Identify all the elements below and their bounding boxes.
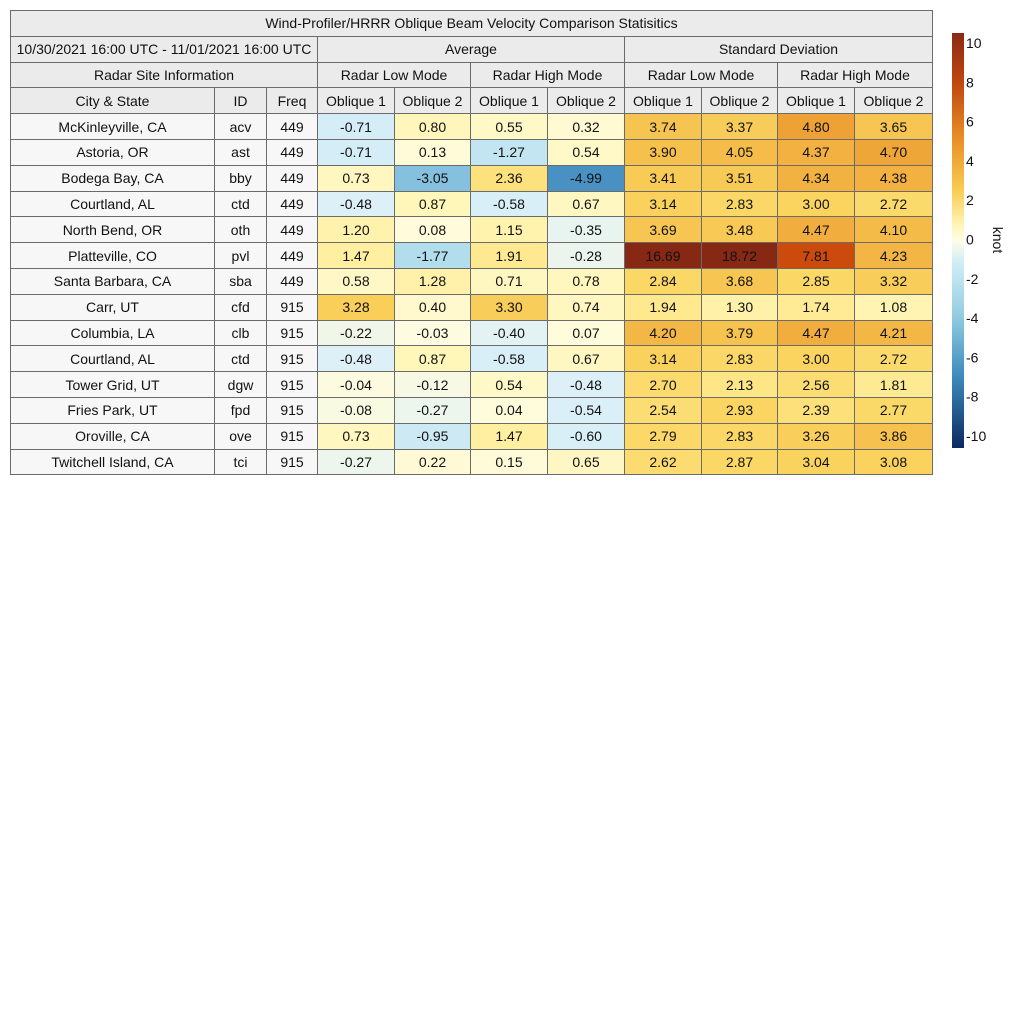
table-row (11, 320, 933, 346)
std-low-oblique1-cell: 2.54 (625, 397, 702, 423)
std-low-oblique1-cell: 2.84 (625, 268, 702, 294)
std-low-oblique1-cell: 4.20 (625, 320, 702, 346)
avg-low-oblique2-cell: 0.80 (395, 114, 471, 140)
avg-high-oblique2-cell: -0.48 (548, 372, 625, 398)
avg-low-oblique2-cell: 0.13 (395, 139, 471, 165)
avg-high-oblique2-cell: 0.78 (548, 268, 625, 294)
avg-high-oblique2-cell: -0.28 (548, 243, 625, 269)
id-cell: bby (215, 165, 267, 191)
avg-high-oblique1-cell: -0.58 (471, 346, 548, 372)
freq-cell: 449 (267, 243, 318, 269)
mode-row (11, 62, 933, 88)
city-state-cell: Courtland, AL (11, 191, 215, 217)
city-state-cell: Santa Barbara, CA (11, 268, 215, 294)
avg-low-oblique2-cell: 0.87 (395, 346, 471, 372)
id-cell: tci (215, 449, 267, 475)
std-low-oblique2-cell: 2.87 (702, 449, 778, 475)
avg-low-oblique1-cell: -0.71 (318, 114, 395, 140)
id-cell: pvl (215, 243, 267, 269)
id-cell: oth (215, 217, 267, 243)
avg-high-oblique2-cell: 0.07 (548, 320, 625, 346)
statistics-table (10, 10, 933, 475)
std-high-oblique1-cell: 3.00 (778, 191, 855, 217)
std-low-oblique1-cell: 2.62 (625, 449, 702, 475)
std-high-oblique2-cell: 4.10 (855, 217, 933, 243)
avg-high-oblique1-cell: -1.27 (471, 139, 548, 165)
avg-high-oblique2-cell: -4.99 (548, 165, 625, 191)
std-high-oblique2-cell: 4.23 (855, 243, 933, 269)
city-state-cell: Platteville, CO (11, 243, 215, 269)
table-row (11, 372, 933, 398)
avg-high-oblique1-cell: 1.15 (471, 217, 548, 243)
std-high-oblique2-cell: 3.65 (855, 114, 933, 140)
std-low-oblique1-cell: 2.79 (625, 423, 702, 449)
std-low-oblique1-cell: 3.69 (625, 217, 702, 243)
std-high-oblique2-cell: 1.81 (855, 372, 933, 398)
std-high-oblique1-cell: 4.80 (778, 114, 855, 140)
avg-low-oblique2-cell: 0.40 (395, 294, 471, 320)
avg-low-oblique2-cell: 0.22 (395, 449, 471, 475)
std-low-oblique2-cell: 2.83 (702, 423, 778, 449)
std-low-oblique2-cell: 3.79 (702, 320, 778, 346)
avg-high-oblique2-cell: -0.60 (548, 423, 625, 449)
colorbar-label: knot (990, 226, 1006, 254)
table-row (11, 268, 933, 294)
avg-low-oblique1-cell: -0.48 (318, 346, 395, 372)
id-cell: fpd (215, 397, 267, 423)
std-high-oblique1-cell: 2.39 (778, 397, 855, 423)
std-high-oblique2-cell: 3.32 (855, 268, 933, 294)
std-high-oblique2-cell: 2.72 (855, 191, 933, 217)
freq-cell: 449 (267, 139, 318, 165)
table-row (11, 423, 933, 449)
avg-high-oblique1-cell: 2.36 (471, 165, 548, 191)
stddev-header: Standard Deviation (625, 36, 933, 62)
std-low-oblique2-cell: 3.68 (702, 268, 778, 294)
avg-low-oblique1-cell: -0.27 (318, 449, 395, 475)
std-high-oblique1-cell: 4.47 (778, 320, 855, 346)
freq-cell: 915 (267, 449, 318, 475)
std-high-oblique2-cell: 1.08 (855, 294, 933, 320)
avg-low-oblique2-cell: -0.27 (395, 397, 471, 423)
freq-cell: 915 (267, 397, 318, 423)
avg-low-oblique2-cell: -0.95 (395, 423, 471, 449)
avg-high-oblique1-cell: 0.71 (471, 268, 548, 294)
group-row (11, 36, 933, 62)
colorbar-gradient (952, 33, 964, 448)
std-low-oblique1-cell: 3.41 (625, 165, 702, 191)
city-state-cell: Bodega Bay, CA (11, 165, 215, 191)
avg-high-oblique1-header: Oblique 1 (471, 88, 548, 114)
title-row (11, 11, 933, 37)
avg-high-oblique2-cell: 0.67 (548, 191, 625, 217)
city-state-cell: Tower Grid, UT (11, 372, 215, 398)
date-range: 10/30/2021 16:00 UTC - 11/01/2021 16:00 UTC (11, 36, 318, 62)
avg-high-oblique2-cell: 0.32 (548, 114, 625, 140)
data-rows (11, 114, 933, 475)
table-row (11, 139, 933, 165)
avg-high-oblique1-cell: 0.55 (471, 114, 548, 140)
freq-header: Freq (267, 88, 318, 114)
table-row (11, 449, 933, 475)
std-low-oblique1-cell: 1.94 (625, 294, 702, 320)
std-low-oblique2-cell: 4.05 (702, 139, 778, 165)
avg-low-oblique2-cell: 0.08 (395, 217, 471, 243)
std-low-oblique1-header: Oblique 1 (625, 88, 702, 114)
std-low-oblique2-header: Oblique 2 (702, 88, 778, 114)
colorbar-ticks (966, 35, 986, 444)
avg-high-oblique1-cell: 3.30 (471, 294, 548, 320)
avg-high-oblique1-cell: 1.91 (471, 243, 548, 269)
std-high-oblique2-cell: 3.08 (855, 449, 933, 475)
avg-low-oblique1-cell: 0.73 (318, 423, 395, 449)
id-cell: ove (215, 423, 267, 449)
colorbar-tick-label: -4 (966, 310, 979, 327)
std-low-oblique1-cell: 3.14 (625, 346, 702, 372)
std-low-oblique2-cell: 2.83 (702, 346, 778, 372)
colorbar-tick-label: 10 (966, 35, 982, 51)
freq-cell: 449 (267, 114, 318, 140)
avg-low-oblique1-cell: -0.71 (318, 139, 395, 165)
avg-low-oblique2-header: Oblique 2 (395, 88, 471, 114)
avg-high-oblique1-cell: -0.58 (471, 191, 548, 217)
std-high-oblique2-cell: 2.72 (855, 346, 933, 372)
avg-high-oblique1-cell: 1.47 (471, 423, 548, 449)
std-high-oblique1-cell: 4.47 (778, 217, 855, 243)
avg-high-oblique2-cell: 0.67 (548, 346, 625, 372)
std-low-oblique1-cell: 2.70 (625, 372, 702, 398)
std-high-oblique1-cell: 4.34 (778, 165, 855, 191)
table-row (11, 243, 933, 269)
std-low-oblique2-cell: 2.13 (702, 372, 778, 398)
avg-low-oblique1-header: Oblique 1 (318, 88, 395, 114)
avg-low-oblique2-cell: 1.28 (395, 268, 471, 294)
avg-high-oblique2-header: Oblique 2 (548, 88, 625, 114)
avg-low-oblique1-cell: 3.28 (318, 294, 395, 320)
avg-low-oblique1-cell: -0.22 (318, 320, 395, 346)
std-high-oblique1-cell: 3.00 (778, 346, 855, 372)
avg-low-oblique2-cell: 0.87 (395, 191, 471, 217)
city-state-cell: Columbia, LA (11, 320, 215, 346)
avg-low-oblique2-cell: -0.03 (395, 320, 471, 346)
avg-high-oblique2-cell: -0.35 (548, 217, 625, 243)
std-low-oblique2-cell: 2.83 (702, 191, 778, 217)
city-state-cell: Fries Park, UT (11, 397, 215, 423)
std-high-oblique1-cell: 3.26 (778, 423, 855, 449)
std-high-oblique2-cell: 2.77 (855, 397, 933, 423)
freq-cell: 915 (267, 320, 318, 346)
id-cell: clb (215, 320, 267, 346)
avg-low-oblique2-cell: -1.77 (395, 243, 471, 269)
avg-low-oblique1-cell: -0.08 (318, 397, 395, 423)
city-state-cell: McKinleyville, CA (11, 114, 215, 140)
table-row (11, 397, 933, 423)
table-title: Wind-Profiler/HRRR Oblique Beam Velocity Comparison Statisitics (11, 11, 933, 37)
std-low-oblique2-cell: 3.51 (702, 165, 778, 191)
std-low-oblique1-cell: 3.14 (625, 191, 702, 217)
city-state-cell: Courtland, AL (11, 346, 215, 372)
colorbar-tick-label: 6 (966, 113, 974, 130)
avg-low-oblique1-cell: 1.47 (318, 243, 395, 269)
colorbar-tick-label: -6 (966, 349, 979, 366)
id-cell: sba (215, 268, 267, 294)
std-high-oblique1-cell: 4.37 (778, 139, 855, 165)
colorbar (945, 28, 1020, 453)
colorbar-tick-label: -8 (966, 388, 979, 405)
std-low-oblique2-cell: 1.30 (702, 294, 778, 320)
city-state-cell: Oroville, CA (11, 423, 215, 449)
avg-high-oblique1-cell: 0.15 (471, 449, 548, 475)
std-low-oblique1-cell: 16.69 (625, 243, 702, 269)
std-high-oblique1-cell: 3.04 (778, 449, 855, 475)
avg-high-oblique2-cell: 0.74 (548, 294, 625, 320)
avg-low-oblique1-cell: 1.20 (318, 217, 395, 243)
table-row (11, 217, 933, 243)
id-cell: ctd (215, 346, 267, 372)
city-state-cell: Twitchell Island, CA (11, 449, 215, 475)
freq-cell: 449 (267, 268, 318, 294)
std-low-mode-header: Radar Low Mode (625, 62, 778, 88)
freq-cell: 449 (267, 191, 318, 217)
colorbar-tick-label: 0 (966, 231, 974, 248)
city-state-cell: Carr, UT (11, 294, 215, 320)
freq-cell: 915 (267, 346, 318, 372)
table-row (11, 294, 933, 320)
colorbar-tick-label: 2 (966, 192, 974, 209)
freq-cell: 915 (267, 423, 318, 449)
std-high-oblique1-cell: 1.74 (778, 294, 855, 320)
std-high-oblique1-header: Oblique 1 (778, 88, 855, 114)
avg-low-mode-header: Radar Low Mode (318, 62, 471, 88)
city-state-cell: Astoria, OR (11, 139, 215, 165)
std-low-oblique2-cell: 18.72 (702, 243, 778, 269)
avg-low-oblique1-cell: 0.73 (318, 165, 395, 191)
std-high-oblique2-cell: 4.38 (855, 165, 933, 191)
std-high-mode-header: Radar High Mode (778, 62, 933, 88)
std-low-oblique2-cell: 3.48 (702, 217, 778, 243)
avg-low-oblique2-cell: -3.05 (395, 165, 471, 191)
id-cell: cfd (215, 294, 267, 320)
site-info-header: Radar Site Information (11, 62, 318, 88)
avg-high-oblique2-cell: -0.54 (548, 397, 625, 423)
std-high-oblique2-cell: 4.70 (855, 139, 933, 165)
colorbar-tick-label: 8 (966, 74, 974, 91)
colorbar-tick-label: 4 (966, 152, 974, 169)
city-state-cell: North Bend, OR (11, 217, 215, 243)
avg-high-oblique1-cell: 0.54 (471, 372, 548, 398)
std-high-oblique2-header: Oblique 2 (855, 88, 933, 114)
avg-low-oblique1-cell: -0.04 (318, 372, 395, 398)
id-cell: dgw (215, 372, 267, 398)
avg-low-oblique1-cell: 0.58 (318, 268, 395, 294)
table-row (11, 191, 933, 217)
table-row (11, 114, 933, 140)
avg-high-oblique2-cell: 0.54 (548, 139, 625, 165)
freq-cell: 449 (267, 165, 318, 191)
average-header: Average (318, 36, 625, 62)
std-high-oblique2-cell: 4.21 (855, 320, 933, 346)
id-cell: ast (215, 139, 267, 165)
column-header-row (11, 88, 933, 114)
avg-low-oblique1-cell: -0.48 (318, 191, 395, 217)
table-row (11, 165, 933, 191)
id-cell: acv (215, 114, 267, 140)
avg-high-mode-header: Radar High Mode (471, 62, 625, 88)
id-header: ID (215, 88, 267, 114)
city-state-header: City & State (11, 88, 215, 114)
avg-high-oblique1-cell: -0.40 (471, 320, 548, 346)
std-high-oblique1-cell: 2.56 (778, 372, 855, 398)
colorbar-tick-label: -10 (966, 428, 987, 444)
avg-low-oblique2-cell: -0.12 (395, 372, 471, 398)
id-cell: ctd (215, 191, 267, 217)
std-low-oblique2-cell: 3.37 (702, 114, 778, 140)
freq-cell: 915 (267, 294, 318, 320)
std-high-oblique1-cell: 2.85 (778, 268, 855, 294)
std-high-oblique1-cell: 7.81 (778, 243, 855, 269)
freq-cell: 449 (267, 217, 318, 243)
std-low-oblique2-cell: 2.93 (702, 397, 778, 423)
avg-high-oblique1-cell: 0.04 (471, 397, 548, 423)
avg-high-oblique2-cell: 0.65 (548, 449, 625, 475)
std-low-oblique1-cell: 3.90 (625, 139, 702, 165)
table-row (11, 346, 933, 372)
std-high-oblique2-cell: 3.86 (855, 423, 933, 449)
std-low-oblique1-cell: 3.74 (625, 114, 702, 140)
colorbar-tick-label: -2 (966, 270, 979, 287)
freq-cell: 915 (267, 372, 318, 398)
